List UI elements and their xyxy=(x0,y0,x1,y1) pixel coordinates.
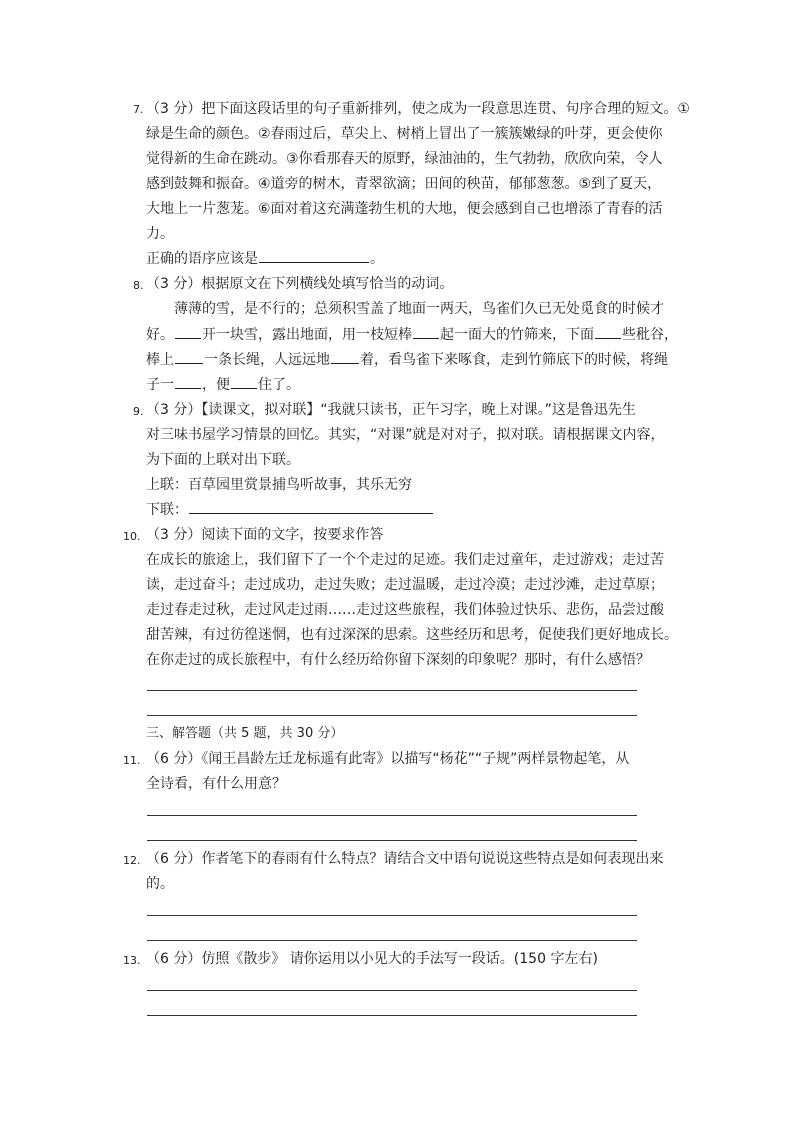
q12-line-1: （6 分）作者笔下的春雨有什么特点？请结合文中语句说说这些特点是如何表现出来 xyxy=(146,851,664,867)
q10-line-3: 读，走过奋斗；走过成功，走过失败；走过温暖，走过冷漠；走过沙滩，走过草原； xyxy=(146,577,664,593)
question-13-number: 13. xyxy=(123,954,141,967)
q11-line-2: 全诗看，有什么用意？ xyxy=(146,776,286,792)
q10-answer-line-2[interactable] xyxy=(147,715,637,716)
q12-answer-line-2[interactable] xyxy=(147,940,637,941)
q9-line-2: 对三味书屋学习情景的回忆。其实，“对课”就是对对子，拟对联。请根据课文内容， xyxy=(146,427,665,443)
q8-text: 子一 xyxy=(146,377,174,393)
q9-lower-blank[interactable] xyxy=(189,499,433,514)
q8-text: 好。 xyxy=(146,327,174,343)
q7-line-6: 力。 xyxy=(146,226,174,242)
q7-answer-blank[interactable] xyxy=(259,248,369,263)
q8-text: 一条长绳，人远远地 xyxy=(204,352,330,368)
q12-line-2: 的。 xyxy=(146,876,174,892)
question-12-number: 12. xyxy=(123,854,141,867)
q7-answer-prefix: 正确的语序应该是 xyxy=(146,251,258,267)
q11-line-1: （6 分）《闻王昌龄左迁龙标遥有此寄》以描写“杨花”“子规”两样景物起笔，从 xyxy=(146,751,630,767)
question-9-number: 9. xyxy=(133,405,144,418)
q7-line-4: 感到鼓舞和振奋。④道旁的树木，青翠欲滴；田间的秧苗，郁郁葱葱。⑤到了夏天， xyxy=(146,176,662,192)
q8-blank-1[interactable] xyxy=(175,324,201,339)
q7-line-2: 绿是生命的颜色。②春雨过后，草尖上、树梢上冒出了一簇簇嫩绿的叶芽，更会使你 xyxy=(146,126,663,142)
q11-answer-line-2[interactable] xyxy=(147,840,637,841)
q11-answer-line-1[interactable] xyxy=(147,815,637,816)
q9-lower-couplet xyxy=(146,499,434,520)
q8-text: 开一块雪，露出地面，用一枝短棒 xyxy=(202,327,412,343)
q9-line-3: 为下面的上联对出下联。 xyxy=(146,452,300,468)
q13-answer-line-1[interactable] xyxy=(147,990,637,991)
q9-lower-prefix: 下联： xyxy=(146,502,188,518)
q8-line-1: （3 分）根据原文在下列横线处填写恰当的动词。 xyxy=(146,276,454,292)
q8-blank-3[interactable] xyxy=(595,324,621,339)
q8-blank-7[interactable] xyxy=(231,374,257,389)
q8-text: 些秕谷， xyxy=(622,327,678,343)
q8-blank-4[interactable] xyxy=(175,349,203,364)
q10-line-6: 在你走过的成长旅程中，有什么经历给你留下深刻的印象呢？那时，有什么感悟？ xyxy=(146,652,650,668)
q8-blank-2[interactable] xyxy=(413,324,439,339)
q7-answer-suffix: 。 xyxy=(370,251,384,267)
question-7-number: 7. xyxy=(133,103,144,116)
question-11-number: 11. xyxy=(123,754,141,767)
q7-line-3: 觉得新的生命在跳动。③你看那春天的原野，绿油油的，生气勃勃，欣欣向荣，令人 xyxy=(146,151,663,167)
q8-text: 起一面大的竹筛来，下面 xyxy=(440,327,594,343)
q7-answer-line xyxy=(146,248,384,269)
q8-text: 棒上 xyxy=(146,352,174,368)
q8-text: 住了。 xyxy=(258,377,300,393)
q7-line-1: （3 分）把下面这段话里的句子重新排列，使之成为一段意思连贯、句序合理的短文。① xyxy=(146,101,690,117)
q13-answer-line-2[interactable] xyxy=(147,1015,637,1016)
question-10-number: 10. xyxy=(123,530,141,543)
q8-text: ，便 xyxy=(202,377,230,393)
q8-line-3 xyxy=(146,324,678,345)
question-8-number: 8. xyxy=(133,279,144,292)
q10-line-4: 走过春走过秋，走过风走过雨……走过这些旅程，我们体验过快乐、悲伤，品尝过酸 xyxy=(146,602,664,618)
q13-line-1: （6 分）仿照《散步》 请你运用以小见大的手法写一段话。(150 字左右) xyxy=(146,951,598,967)
q8-blank-5[interactable] xyxy=(331,349,359,364)
q10-line-5: 甜苦辣，有过彷徨迷惘，也有过深深的思索。这些经历和思考，促使我们更好地成长。 xyxy=(146,627,678,643)
section-3-heading: 三、解答题（共 5 题，共 30 分） xyxy=(146,726,344,741)
q8-line-4 xyxy=(146,349,668,370)
q8-line-2: 薄薄的雪，是不行的；总须积雪盖了地面一两天，鸟雀们久已无处觅食的时候才 xyxy=(174,301,664,317)
q10-answer-line-1[interactable] xyxy=(147,690,637,691)
q8-text: 着，看鸟雀下来啄食，走到竹筛底下的时候，将绳 xyxy=(360,352,668,368)
q7-line-5: 大地上一片葱茏。⑥面对着这充满蓬勃生机的大地，便会感到自己也增添了青春的活 xyxy=(146,201,663,217)
q9-line-1: （3 分）【读课文，拟对联】“我就只读书，正午习字，晚上对课。”这是鲁迅先生 xyxy=(146,402,636,418)
q8-line-5 xyxy=(146,374,300,395)
q10-line-2: 在成长的旅途上，我们留下了一个个走过的足迹。我们走过童年，走过游戏；走过苦 xyxy=(146,552,664,568)
q10-line-1: （3 分）阅读下面的文字，按要求作答 xyxy=(146,527,384,543)
q12-answer-line-1[interactable] xyxy=(147,915,637,916)
q8-blank-6[interactable] xyxy=(175,374,201,389)
q9-upper-couplet: 上联：百草园里赏景捕鸟听故事，其乐无穷 xyxy=(146,477,412,493)
